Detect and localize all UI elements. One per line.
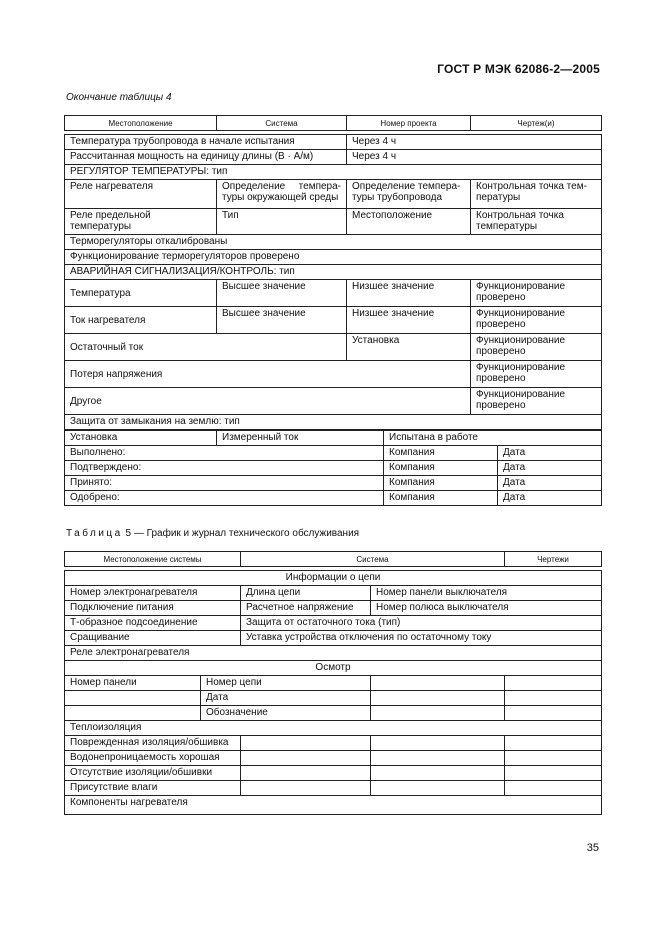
rated-voltage: Расчетное напряжение xyxy=(241,601,371,616)
calibrated: Терморегуляторы откалиброваны xyxy=(65,235,602,250)
inspection-date: Дата xyxy=(201,691,371,706)
circuit-number: Номер цепи xyxy=(201,676,371,691)
table-row xyxy=(65,250,602,265)
high-value: Высшее значение xyxy=(217,280,347,307)
table-row xyxy=(65,446,602,461)
other: Другое xyxy=(65,388,471,415)
table5-caption xyxy=(66,528,359,539)
table-row xyxy=(65,431,602,446)
table-row xyxy=(65,165,602,180)
table-row xyxy=(65,265,602,280)
approved: Одобрено: xyxy=(65,491,384,506)
table-row xyxy=(65,334,602,361)
power-conn: Подключение питания xyxy=(65,601,241,616)
table-row xyxy=(65,781,602,796)
table-row xyxy=(65,631,602,646)
measured-current: Измеренный ток xyxy=(217,431,384,446)
col-drawings: Чертеж(и) xyxy=(471,116,602,131)
table-row xyxy=(65,616,602,631)
ambient-def: Определение темпера-туры окружающей среды xyxy=(217,180,347,209)
table4-header-row xyxy=(65,116,602,131)
rcd-setting: Уставка устройства отключения по остаточному току xyxy=(241,631,602,646)
rcd: Защита от остаточного тока (тип) xyxy=(241,616,602,631)
insulation: Теплоизоляция xyxy=(65,721,602,736)
page-number: 35 xyxy=(586,842,599,854)
document-header: ГОСТ Р МЭК 62086-2—2005 xyxy=(437,62,600,76)
table-row xyxy=(65,601,602,616)
date: Дата xyxy=(498,461,602,476)
setting: Установка xyxy=(347,334,471,361)
low-value: Низшее значение xyxy=(347,280,471,307)
company: Компания xyxy=(384,476,498,491)
func-checked: Функционирование проверено xyxy=(471,361,602,388)
table5-header-row xyxy=(65,552,602,567)
temperature: Температура xyxy=(65,280,217,307)
table-row xyxy=(65,388,602,415)
pipe-temp-value: Через 4 ч xyxy=(347,135,602,150)
control-point: Контрольная точка тем-пературы xyxy=(471,180,602,209)
voltage-loss: Потеря напряжения xyxy=(65,361,471,388)
inspection: Осмотр xyxy=(65,661,602,676)
table4-signoff xyxy=(64,430,602,506)
gf-setting: Установка xyxy=(65,431,217,446)
col-drawings: Чертежи xyxy=(505,552,602,567)
col-location: Местоположение xyxy=(65,116,217,131)
done: Выполнено: xyxy=(65,446,384,461)
table4-caption: Окончание таблицы 4 xyxy=(66,92,172,103)
table5-caption-word: Таблица xyxy=(66,528,123,539)
table-row xyxy=(65,461,602,476)
table-row xyxy=(65,235,602,250)
col-system: Система xyxy=(217,116,347,131)
func-checked: Функционирование проверено xyxy=(471,280,602,307)
power-label: Рассчитанная мощность на единицу длины (В · А/м) xyxy=(65,150,347,165)
designation: Обозначение xyxy=(201,706,371,721)
confirmed: Подтверждено: xyxy=(65,461,384,476)
thermostat-checked: Функционирование терморегуляторов проверено xyxy=(65,250,602,265)
table-row xyxy=(65,586,602,601)
table-row xyxy=(65,361,602,388)
company: Компания xyxy=(384,491,498,506)
high-value: Высшее значение xyxy=(217,307,347,334)
missing: Отсутствие изоляции/обшивки xyxy=(65,766,241,781)
col-project-number: Номер проекта xyxy=(347,116,471,131)
table-row xyxy=(65,491,602,506)
date: Дата xyxy=(498,491,602,506)
alarm-section: АВАРИЙНАЯ СИГНАЛИЗАЦИЯ/КОНТРОЛЬ: тип xyxy=(65,265,602,280)
table-row xyxy=(65,766,602,781)
table-row xyxy=(65,736,602,751)
table-row xyxy=(65,706,602,721)
table-row xyxy=(65,209,602,235)
heater-current: Ток нагревателя xyxy=(65,307,217,334)
table-row xyxy=(65,751,602,766)
table-row xyxy=(65,661,602,676)
table5 xyxy=(64,551,602,815)
company: Компания xyxy=(384,461,498,476)
regulator-section: РЕГУЛЯТОР ТЕМПЕРАТУРЫ: тип xyxy=(65,165,602,180)
limit-relay: Реле предельной температуры xyxy=(65,209,217,235)
low-value: Низшее значение xyxy=(347,307,471,334)
date: Дата xyxy=(498,476,602,491)
pipe-def: Определение темпера-туры трубопровода xyxy=(347,180,471,209)
ground-fault: Защита от замыкания на землю: тип xyxy=(65,415,602,430)
table-row xyxy=(65,796,602,815)
waterproof: Водонепроницаемость хорошая xyxy=(65,751,241,766)
table-row xyxy=(65,476,602,491)
tested: Испытана в работе xyxy=(384,431,602,446)
company: Компания xyxy=(384,446,498,461)
type: Тип xyxy=(217,209,347,235)
func-checked: Функционирование проверено xyxy=(471,334,602,361)
table-row xyxy=(65,571,602,586)
accepted: Принято: xyxy=(65,476,384,491)
splicing: Сращивание xyxy=(65,631,241,646)
power-value: Через 4 ч xyxy=(347,150,602,165)
date: Дата xyxy=(498,446,602,461)
table-row xyxy=(65,150,602,165)
table-row xyxy=(65,307,602,334)
heater-number: Номер электронагревателя xyxy=(65,586,241,601)
table-row xyxy=(65,676,602,691)
table-row xyxy=(65,280,602,307)
table-row xyxy=(65,180,602,209)
breaker-pole: Номер полюса выключателя xyxy=(371,601,602,616)
moisture: Присутствие влаги xyxy=(65,781,241,796)
t-conn: Т-образное подсоединение xyxy=(65,616,241,631)
table-row xyxy=(65,646,602,661)
table4 xyxy=(64,115,602,430)
pipe-temp-label: Температура трубопровода в начале испытания xyxy=(65,135,347,150)
heater-relay: Реле электронагревателя xyxy=(65,646,602,661)
table-row xyxy=(65,691,602,706)
control-point-2: Контрольная точка температуры xyxy=(471,209,602,235)
circuit-info: Информации о цепи xyxy=(65,571,602,586)
heater-relay: Реле нагревателя xyxy=(65,180,217,209)
circuit-length: Длина цепи xyxy=(241,586,371,601)
func-checked: Функционирование проверено xyxy=(471,307,602,334)
col-system-location: Местоположение системы xyxy=(65,552,241,567)
func-checked: Функционирование проверено xyxy=(471,388,602,415)
col-system: Система xyxy=(241,552,505,567)
damaged: Поврежденная изоляция/обшивка xyxy=(65,736,241,751)
breaker-panel: Номер панели выключателя xyxy=(371,586,602,601)
table-row xyxy=(65,721,602,736)
location: Местоположение xyxy=(347,209,471,235)
residual-current: Остаточный ток xyxy=(65,334,347,361)
components: Компоненты нагревателя xyxy=(65,796,602,815)
table5-caption-rest: 5 — График и журнал технического обслуживания xyxy=(125,528,360,539)
table-row xyxy=(65,135,602,150)
panel-number: Номер панели xyxy=(65,676,201,691)
table-row xyxy=(65,415,602,430)
